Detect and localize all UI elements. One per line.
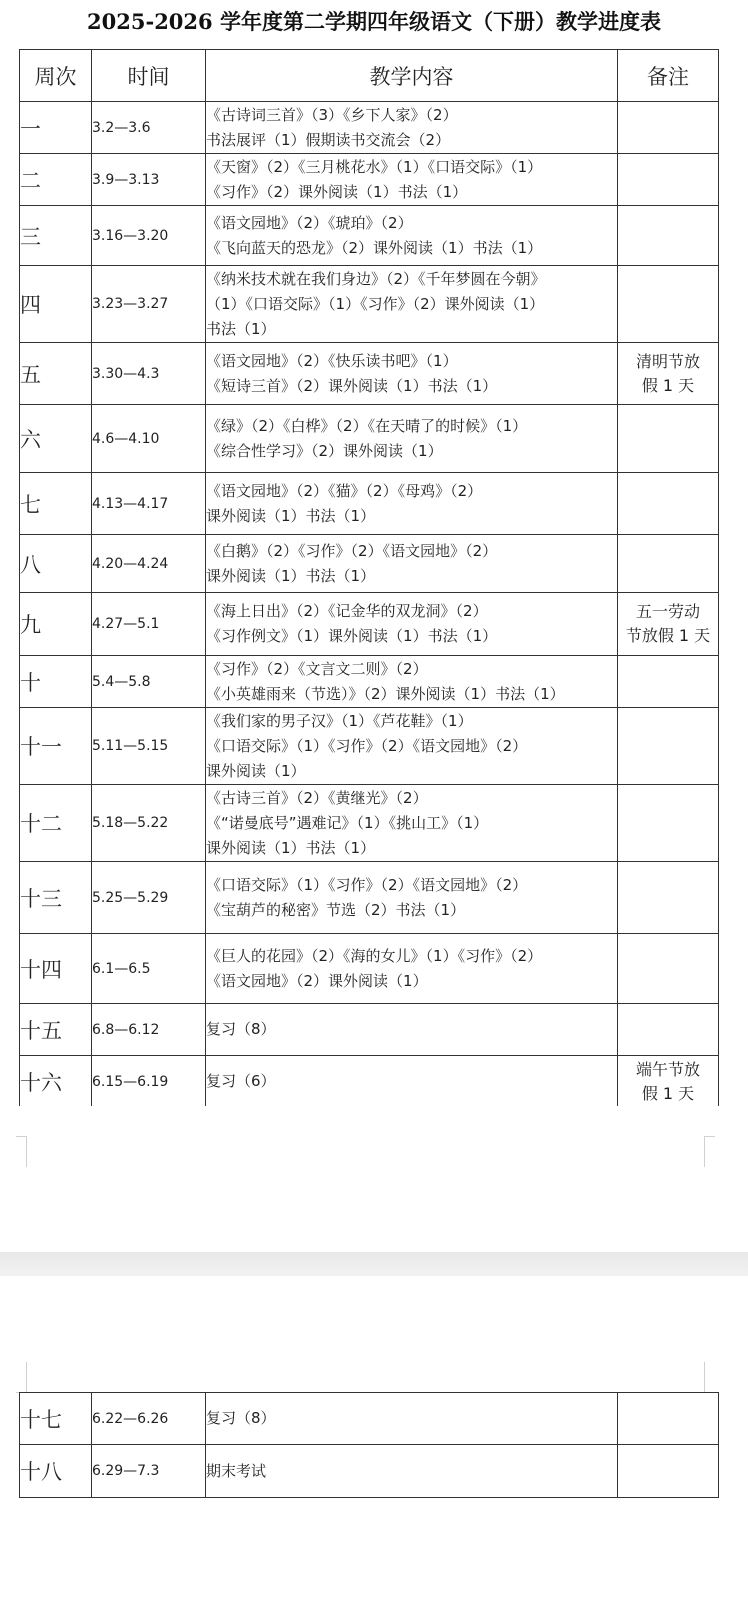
content-cell: [206, 405, 618, 473]
table-row: [20, 1004, 719, 1056]
time-cell: 6.8—6.12: [92, 1004, 206, 1056]
content-line: 书法（1）: [206, 319, 276, 338]
week-cell: 六: [20, 405, 92, 473]
content-line: 《天窗》（2）《三月桃花水》（1）《口语交际》（1）: [206, 157, 543, 176]
time-cell: 5.18—5.22: [92, 785, 206, 862]
week-cell: 四: [20, 266, 92, 343]
time-cell: 4.13—4.17: [92, 473, 206, 535]
content-line: 《宝葫芦的秘密》节选（2）书法（1）: [206, 900, 466, 919]
table-row: [20, 934, 719, 1004]
week-cell: 十一: [20, 708, 92, 785]
header-time: 时间: [92, 50, 206, 102]
content-line: 《语文园地》（2）《猫》（2）《母鸡》（2）: [206, 481, 483, 500]
content-cell: [206, 656, 618, 708]
time-cell: 6.22—6.26: [92, 1393, 206, 1445]
note-cell: [618, 102, 719, 154]
content-cell: [206, 535, 618, 593]
content-cell: [206, 154, 618, 206]
note-cell: [618, 535, 719, 593]
content-line: 《绿》（2）《白桦》（2）《在天晴了的时候》（1）: [206, 416, 528, 435]
note-cell: [618, 405, 719, 473]
week-cell: 十七: [20, 1393, 92, 1445]
schedule-table-continued: [19, 1392, 719, 1498]
week-cell: 十二: [20, 785, 92, 862]
time-cell: 6.15—6.19: [92, 1056, 206, 1108]
time-cell: 3.9—3.13: [92, 154, 206, 206]
content-line: 《口语交际》（1）《习作》（2）《语文园地》（2）: [206, 875, 528, 894]
content-line: 《习作》（2）《文言文二则》（2）: [206, 659, 428, 678]
crop-mark: [16, 1136, 27, 1167]
content-cell: [206, 862, 618, 934]
note-cell: [618, 785, 719, 862]
time-cell: 3.2—3.6: [92, 102, 206, 154]
content-cell: [206, 1393, 618, 1445]
time-cell: 3.23—3.27: [92, 266, 206, 343]
note-line: 假 1 天: [641, 1083, 695, 1103]
week-cell: 十六: [20, 1056, 92, 1108]
week-cell: 二: [20, 154, 92, 206]
table-row: [20, 102, 719, 154]
content-line: 《小英雄雨来（节选）》（2）课外阅读（1）书法（1）: [206, 684, 565, 703]
content-line: 《巨人的花园》（2）《海的女儿》（1）《习作》（2）: [206, 946, 543, 965]
time-cell: 4.6—4.10: [92, 405, 206, 473]
header-note: 备注: [618, 50, 719, 102]
note-cell: [618, 708, 719, 785]
schedule-table: [19, 49, 719, 1108]
note-cell: [618, 1445, 719, 1498]
content-cell: [206, 343, 618, 405]
content-line: 课外阅读（1）书法（1）: [206, 506, 376, 525]
content-line: 《语文园地》（2）《琥珀》（2）: [206, 213, 413, 232]
table-row: [20, 405, 719, 473]
table-row: [20, 266, 719, 343]
week-cell: 十五: [20, 1004, 92, 1056]
note-cell: [618, 1056, 719, 1108]
content-line: 《短诗三首》（2）课外阅读（1）书法（1）: [206, 376, 498, 395]
content-line: （1）《口语交际》（1）《习作》（2）课外阅读（1）: [206, 294, 545, 313]
week-cell: 十三: [20, 862, 92, 934]
content-line: 《口语交际》（1）《习作》（2）《语文园地》（2）: [206, 736, 528, 755]
week-cell: 三: [20, 206, 92, 266]
content-line: 《古诗三首》（2）《黄继光》（2）: [206, 788, 428, 807]
week-cell: 七: [20, 473, 92, 535]
time-cell: 3.30—4.3: [92, 343, 206, 405]
crop-mark: [704, 1362, 715, 1393]
content-cell: [206, 1004, 618, 1056]
content-line: 书法展评（1）假期读书交流会（2）: [206, 130, 451, 149]
content-line: 《习作例文》（1）课外阅读（1）书法（1）: [206, 627, 498, 645]
table-row: [20, 535, 719, 593]
crop-mark: [16, 1362, 27, 1393]
note-cell: [618, 862, 719, 934]
content-line: 《古诗词三首》（3）《乡下人家》（2）: [206, 105, 458, 124]
week-cell: 九: [20, 593, 92, 656]
content-line: 复习（8）: [206, 1409, 276, 1427]
time-cell: 5.25—5.29: [92, 862, 206, 934]
content-cell: [206, 266, 618, 343]
crop-mark: [704, 1136, 715, 1167]
content-line: 《习作》（2）课外阅读（1）书法（1）: [206, 182, 468, 201]
note-cell: [618, 934, 719, 1004]
content-cell: [206, 473, 618, 535]
content-cell: [206, 1445, 618, 1498]
content-line: 课外阅读（1）书法（1）: [206, 838, 376, 857]
note-cell: [618, 473, 719, 535]
table-row: [20, 708, 719, 785]
content-cell: [206, 1056, 618, 1108]
time-cell: 6.29—7.3: [92, 1445, 206, 1498]
content-line: 《飞向蓝天的恐龙》（2）课外阅读（1）书法（1）: [206, 238, 543, 257]
note-line: 假 1 天: [641, 375, 695, 395]
content-cell: [206, 102, 618, 154]
table-row: [20, 785, 719, 862]
content-cell: [206, 206, 618, 266]
week-cell: 八: [20, 535, 92, 593]
table-row: [20, 154, 719, 206]
content-line: 复习（8）: [206, 1020, 276, 1038]
note-line: 端午节放: [635, 1059, 700, 1079]
week-cell: 一: [20, 102, 92, 154]
content-cell: [206, 593, 618, 656]
header-week: 周次: [20, 50, 92, 102]
header-content: 教学内容: [206, 50, 618, 102]
content-line: 《“诺曼底号”遇难记》（1）《挑山工》（1）: [206, 813, 489, 832]
note-cell: [618, 343, 719, 405]
content-line: 课外阅读（1）书法（1）: [206, 566, 376, 585]
week-cell: 五: [20, 343, 92, 405]
page-break: [0, 1252, 748, 1276]
note-line: 五一劳动: [635, 602, 700, 621]
content-line: 《海上日出》（2）《记金华的双龙洞》（2）: [206, 602, 488, 620]
content-cell: [206, 934, 618, 1004]
note-cell: [618, 593, 719, 656]
header-row: [20, 50, 719, 102]
time-cell: 4.27—5.1: [92, 593, 206, 656]
content-line: 《语文园地》（2）课外阅读（1）: [206, 971, 428, 990]
time-cell: 5.11—5.15: [92, 708, 206, 785]
note-cell: [618, 154, 719, 206]
table-row: [20, 656, 719, 708]
note-line: 清明节放: [635, 351, 700, 371]
content-line: 《纳米技术就在我们身边》（2）《千年梦圆在今朝》: [206, 269, 546, 288]
note-cell: [618, 1393, 719, 1445]
content-cell: [206, 785, 618, 862]
table-row: [20, 1056, 719, 1108]
table-row: [20, 593, 719, 656]
content-line: 期末考试: [206, 1461, 267, 1480]
page-gap: [0, 1106, 748, 1396]
week-cell: 十: [20, 656, 92, 708]
note-cell: [618, 206, 719, 266]
content-cell: [206, 708, 618, 785]
content-line: 《综合性学习》（2）课外阅读（1）: [206, 441, 443, 460]
note-line: 节放假 1 天: [625, 626, 711, 645]
table-row: [20, 1445, 719, 1498]
content-line: 《语文园地》（2）《快乐读书吧》（1）: [206, 351, 458, 370]
content-line: 课外阅读（1）: [206, 761, 306, 780]
page-title: 2025-2026 学年度第二学期四年级语文（下册）教学进度表: [87, 9, 661, 34]
note-cell: [618, 266, 719, 343]
table-row: [20, 862, 719, 934]
table-row: [20, 473, 719, 535]
time-cell: 3.16—3.20: [92, 206, 206, 266]
table-row: [20, 1393, 719, 1445]
note-cell: [618, 1004, 719, 1056]
time-cell: 4.20—4.24: [92, 535, 206, 593]
content-line: 《我们家的男子汉》（1）《芦花鞋》（1）: [206, 711, 473, 730]
week-cell: 十四: [20, 934, 92, 1004]
content-line: 《白鹅》（2）《习作》（2）《语文园地》（2）: [206, 541, 498, 560]
week-cell: 十八: [20, 1445, 92, 1498]
time-cell: 6.1—6.5: [92, 934, 206, 1004]
time-cell: 5.4—5.8: [92, 656, 206, 708]
table-row: [20, 343, 719, 405]
note-cell: [618, 656, 719, 708]
content-line: 复习（6）: [206, 1072, 276, 1090]
table-row: [20, 206, 719, 266]
